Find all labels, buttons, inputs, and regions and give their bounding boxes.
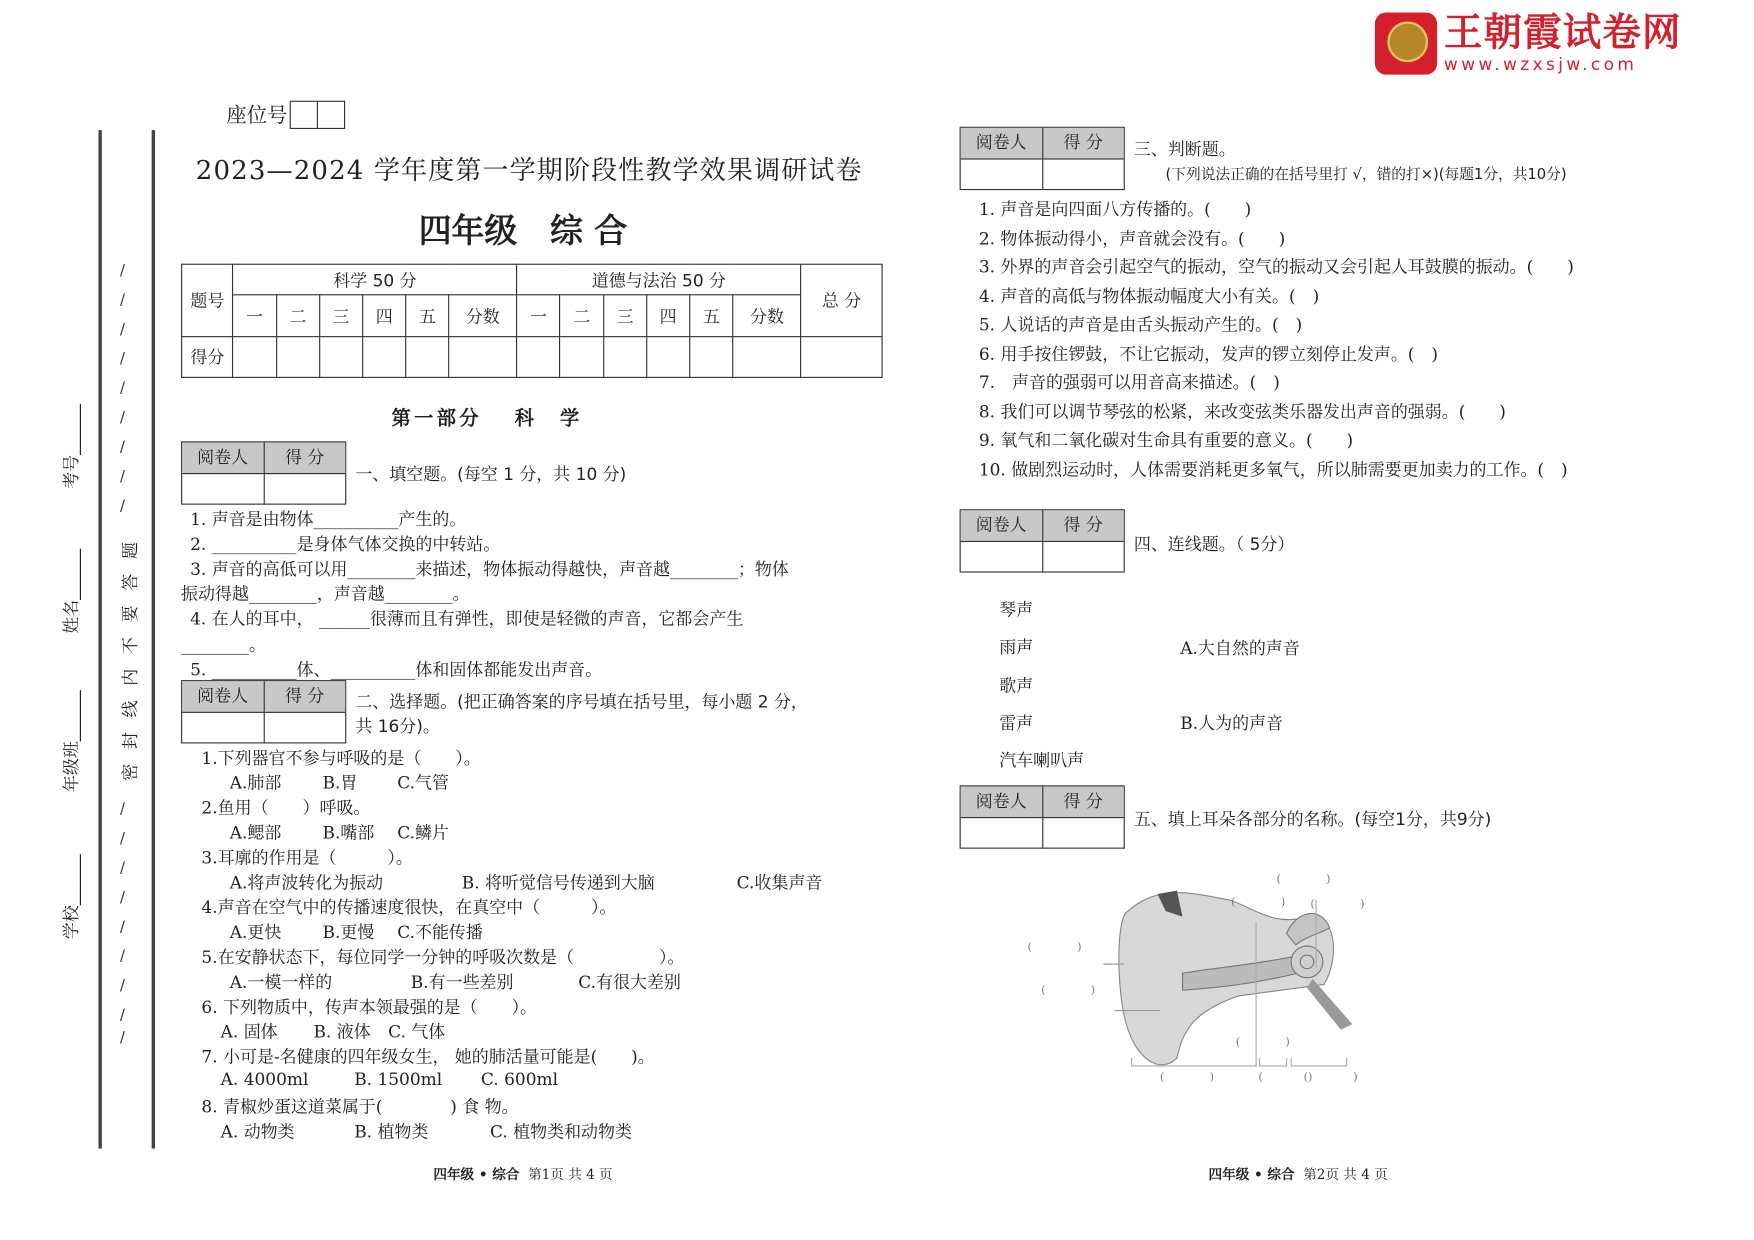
ear-part-blank[interactable]: ( ) (1159, 1071, 1214, 1085)
match-left-item[interactable]: 汽车喇叭声 (999, 750, 1085, 771)
score-label: 得 分 (1063, 790, 1103, 812)
grader-cell[interactable] (961, 818, 1043, 849)
col-header: 五 (406, 295, 449, 337)
judgment-item: 1. 声音是向四面八方传播的。( ) (978, 199, 1252, 220)
judgment-item: 5. 人说话的声音是由舌头振动产生的。( ) (978, 314, 1303, 335)
score-cell[interactable] (603, 337, 646, 378)
seal-slash: / (119, 439, 125, 457)
score-cell[interactable] (319, 337, 362, 378)
judgment-item: 8. 我们可以调节琴弦的松紧，来改变弦类乐器发出声音的强弱。( ) (978, 401, 1506, 422)
col-header: 二 (560, 295, 603, 337)
margin-label-name: 姓名______ (61, 548, 82, 634)
score-label: 得 分 (285, 685, 325, 707)
score-table (181, 264, 883, 378)
grader-cell[interactable] (182, 474, 264, 505)
ear-part-blank[interactable]: ( ) (1027, 941, 1082, 954)
grader-label: 阅卷人 (182, 681, 264, 712)
ear-part-blank[interactable]: ( ) (1276, 873, 1331, 887)
col-header: 四 (363, 295, 406, 337)
ear-part-blank[interactable]: ( ) (1041, 984, 1096, 997)
choice-question: 6. 下列物质中，传声本领最强的是（ ）。 (201, 996, 538, 1018)
score-cell[interactable] (449, 337, 517, 378)
score-cell[interactable] (801, 337, 882, 378)
header-science: 科学 50 分 (233, 264, 517, 295)
score-cell[interactable] (517, 337, 560, 378)
judgment-item: 3. 外界的声音会引起空气的振动，空气的振动又会引起人耳鼓膜的振动。( ) (978, 256, 1574, 278)
choice-option[interactable]: C.有很大差别 (578, 972, 681, 993)
footer-page: 第2页 共 4 页 (1303, 1166, 1388, 1183)
choice-option[interactable]: B.更慢 (322, 922, 375, 943)
choice-option[interactable]: A. 固体 (220, 1021, 278, 1043)
judgment-item: 10. 做剧烈运动时，人体需要消耗更多氧气，所以肺需要更加卖力的工作。( ) (978, 458, 1568, 480)
binding-line-inner (152, 130, 155, 1148)
choice-option[interactable]: B.嘴部 (322, 822, 375, 844)
section4-title: 四、连线题。（ 5分） (1133, 534, 1295, 555)
col-header: 一 (233, 295, 276, 337)
choice-question: 1.下列器官不参与呼吸的是（ ）。 (201, 747, 481, 769)
margin-label-exam-no: 考号______ (61, 403, 82, 489)
choice-option[interactable]: C. 植物类和动物类 (489, 1121, 632, 1142)
col-header: 分数 (733, 295, 801, 337)
seal-slash: / (119, 860, 125, 877)
choice-option[interactable]: A.鳃部 (229, 822, 282, 844)
grader-label: 阅卷人 (961, 128, 1043, 159)
judgment-item: 7. 声音的强弱可以用音高来描述。( ) (978, 372, 1280, 393)
score-cell[interactable] (1043, 160, 1124, 191)
grader-box (960, 509, 1125, 572)
section2-title: 二、选择题。(把正确答案的序号填在括号里，每小题 2 分， (355, 691, 808, 712)
col-header: 三 (319, 295, 362, 337)
score-label: 得 分 (1063, 132, 1103, 153)
judgment-item: 4. 声音的高低与物体振动幅度大小有关。( ) (978, 285, 1320, 307)
choice-option[interactable]: A. 动物类 (220, 1121, 295, 1142)
score-cell[interactable] (276, 337, 319, 378)
seal-slash: / (119, 350, 125, 368)
grader-label: 阅卷人 (961, 510, 1043, 541)
match-left-item[interactable]: 琴声 (999, 599, 1034, 621)
choice-question: 7. 小可是-名健康的四年级女生， 她的肺活量可能是( )。 (201, 1046, 655, 1068)
choice-option[interactable]: A. 4000ml (220, 1069, 309, 1090)
col-header: 三 (603, 295, 646, 337)
site-logo (1375, 11, 1682, 74)
choice-option[interactable]: A.肺部 (229, 772, 282, 794)
grader-box (960, 127, 1125, 190)
score-cell[interactable] (363, 337, 406, 378)
header-morality: 道德与法治 50 分 (517, 264, 801, 295)
ear-part-blank[interactable]: ( ) (1231, 896, 1286, 909)
grader-cell[interactable] (182, 713, 264, 744)
exam-subtitle: 四年级 综 合 (418, 211, 628, 251)
logo-badge-icon (1375, 12, 1437, 74)
col-header: 五 (690, 295, 733, 337)
choice-option[interactable]: C. 600ml (480, 1069, 559, 1090)
choice-option[interactable]: B. 液体 (313, 1021, 371, 1043)
fill-blank-item: 5. __________体、__________体和固体都能发出声音。 (190, 659, 603, 681)
grader-box (181, 680, 346, 743)
section5-title: 五、填上耳朵各部分的名称。(每空1分，共9分) (1133, 809, 1492, 830)
logo-url: www.wzxsjw.com (1443, 54, 1638, 75)
fill-blank-item: ________。 (181, 634, 266, 656)
ear-part-blank[interactable]: ( ) (1235, 1036, 1290, 1049)
fill-blank-item: 4. 在人的耳中， ______很薄而且有弹性，即使是轻微的声音，它都会产生 (190, 608, 744, 630)
choice-option[interactable]: A.将声波转化为振动 (229, 872, 384, 893)
match-right-item[interactable]: B.人为的声音 (1180, 712, 1284, 734)
score-cell[interactable] (406, 337, 449, 378)
score-cell[interactable] (1043, 542, 1124, 573)
ear-part-blank[interactable]: ( ) (1258, 1071, 1313, 1085)
choice-option[interactable]: B.有一些差别 (410, 972, 514, 993)
choice-option[interactable]: B. 将听觉信号传递到大脑 (461, 872, 655, 893)
header-total: 总 分 (801, 264, 882, 336)
seal-slash: / (119, 321, 125, 339)
row-label-score: 得分 (182, 337, 233, 378)
choice-question: 3.耳廓的作用是（ ）。 (201, 847, 413, 868)
match-right-item[interactable]: A.大自然的声音 (1180, 638, 1300, 659)
seal-slash: / (119, 262, 125, 280)
col-header: 一 (517, 295, 560, 337)
seat-label: 座位号 (226, 104, 288, 128)
seal-slash: / (119, 830, 125, 848)
choice-question: 5.在安静状态下，每位同学一分钟的呼吸次数是（ ）。 (201, 947, 685, 968)
exam-title: 2023—2024 学年度第一学期阶段性教学效果调研试卷 (195, 156, 863, 186)
seal-text: 密封线内不要答题 (119, 527, 141, 781)
col-header: 分数 (449, 295, 517, 337)
page-footer-1 (433, 1164, 612, 1183)
choice-option[interactable]: C.鳞片 (397, 822, 449, 844)
score-cell[interactable] (560, 337, 603, 378)
seal-slash: / (119, 889, 125, 907)
grader-box (181, 441, 346, 504)
part-title: 第一部分 科 学 (391, 407, 583, 431)
seat-box[interactable] (290, 100, 318, 128)
score-cell[interactable] (264, 713, 345, 744)
score-cell[interactable] (733, 337, 801, 378)
grader-cell[interactable] (961, 160, 1043, 191)
choice-option[interactable]: A.更快 (229, 922, 282, 943)
score-label: 得 分 (1063, 514, 1103, 536)
section2-title-cont: 共 16分)。 (355, 716, 440, 737)
score-cell[interactable] (264, 474, 345, 505)
seal-slash: / (119, 380, 125, 398)
ear-part-blank[interactable]: ( ) (1303, 1071, 1358, 1085)
choice-option[interactable]: B. 植物类 (354, 1121, 429, 1142)
choice-question: 4.声音在空气中的传播速度很快，在真空中（ ）。 (201, 897, 617, 918)
seal-slash: / (119, 801, 125, 819)
seal-slash: / (119, 497, 125, 515)
seal-slash: / (119, 1029, 125, 1047)
fill-blank-item: 振动得越________，声音越________。 (181, 583, 470, 605)
footer-subject: 四年级 • 综合 (1208, 1166, 1295, 1183)
seat-box[interactable] (318, 100, 345, 128)
margin-label-school: 学校______ (61, 854, 82, 940)
score-label: 得 分 (285, 446, 325, 468)
score-cell[interactable] (233, 337, 276, 378)
footer-page: 第1页 共 4 页 (528, 1166, 613, 1183)
grader-label: 阅卷人 (961, 786, 1043, 817)
col-header: 二 (276, 295, 319, 337)
score-cell[interactable] (647, 337, 690, 378)
choice-question: 2.鱼用（ ）呼吸。 (201, 797, 371, 819)
section3-note: (下列说法正确的在括号里打 √，错的打×)(每题1分，共10分) (1165, 166, 1567, 184)
choice-option[interactable]: C.收集声音 (736, 872, 823, 893)
footer-subject: 四年级 • 综合 (433, 1166, 520, 1183)
choice-option[interactable]: B. 1500ml (354, 1069, 443, 1090)
grader-label: 阅卷人 (182, 442, 264, 473)
choice-option[interactable]: B.胃 (322, 772, 358, 794)
score-cell[interactable] (1043, 818, 1124, 849)
margin-label-class: 年级班______ (61, 690, 82, 793)
match-left-item[interactable]: 雨声 (999, 637, 1034, 658)
fill-blank-item: 2. __________是身体气体交换的中转站。 (190, 534, 501, 555)
choice-option[interactable]: C. 气体 (388, 1021, 446, 1043)
match-left-item[interactable]: 歌声 (999, 675, 1034, 696)
grader-cell[interactable] (961, 542, 1043, 573)
choice-question: 8. 青椒炒蛋这道菜属于( ) 食 物。 (201, 1096, 519, 1117)
fill-blank-item: 3. 声音的高低可以用________来描述，物体振动得越快，声音越________；物体 (190, 559, 789, 580)
col-header: 四 (647, 295, 690, 337)
seal-slash: / (119, 409, 125, 427)
ear-part-blank[interactable]: ( ) (1310, 898, 1365, 911)
fill-blank-item: 1. 声音是由物体__________产生的。 (190, 509, 467, 530)
binding-line-outer (98, 130, 101, 1148)
choice-option[interactable]: C.不能传播 (397, 922, 483, 943)
seal-slash: / (119, 918, 125, 936)
seat-number (226, 100, 345, 129)
grader-box (960, 785, 1125, 848)
seal-slash: / (119, 1007, 125, 1025)
score-cell[interactable] (690, 337, 733, 378)
header-question-no: 题号 (182, 264, 233, 336)
seal-slash: / (119, 948, 125, 966)
logo-name: 王朝霞试卷网 (1443, 10, 1682, 56)
seal-slash: / (119, 977, 125, 995)
section1-title: 一、填空题。(每空 1 分，共 10 分) (355, 463, 627, 485)
seal-slash: / (119, 468, 125, 486)
seal-slash: / (119, 291, 125, 309)
choice-option[interactable]: C.气管 (397, 772, 449, 794)
page-footer-2 (1209, 1164, 1388, 1183)
judgment-item: 9. 氧气和二氧化碳对生命具有重要的意义。( ) (978, 430, 1354, 451)
judgment-item: 6. 用手按住锣鼓，不让它振动，发声的锣立刻停止发声。( ) (978, 343, 1439, 364)
match-left-item[interactable]: 雷声 (999, 712, 1034, 734)
judgment-item: 2. 物体振动得小，声音就会没有。( ) (978, 228, 1286, 249)
section3-title: 三、判断题。 (1133, 139, 1236, 160)
choice-option[interactable]: A.一模一样的 (229, 972, 333, 993)
